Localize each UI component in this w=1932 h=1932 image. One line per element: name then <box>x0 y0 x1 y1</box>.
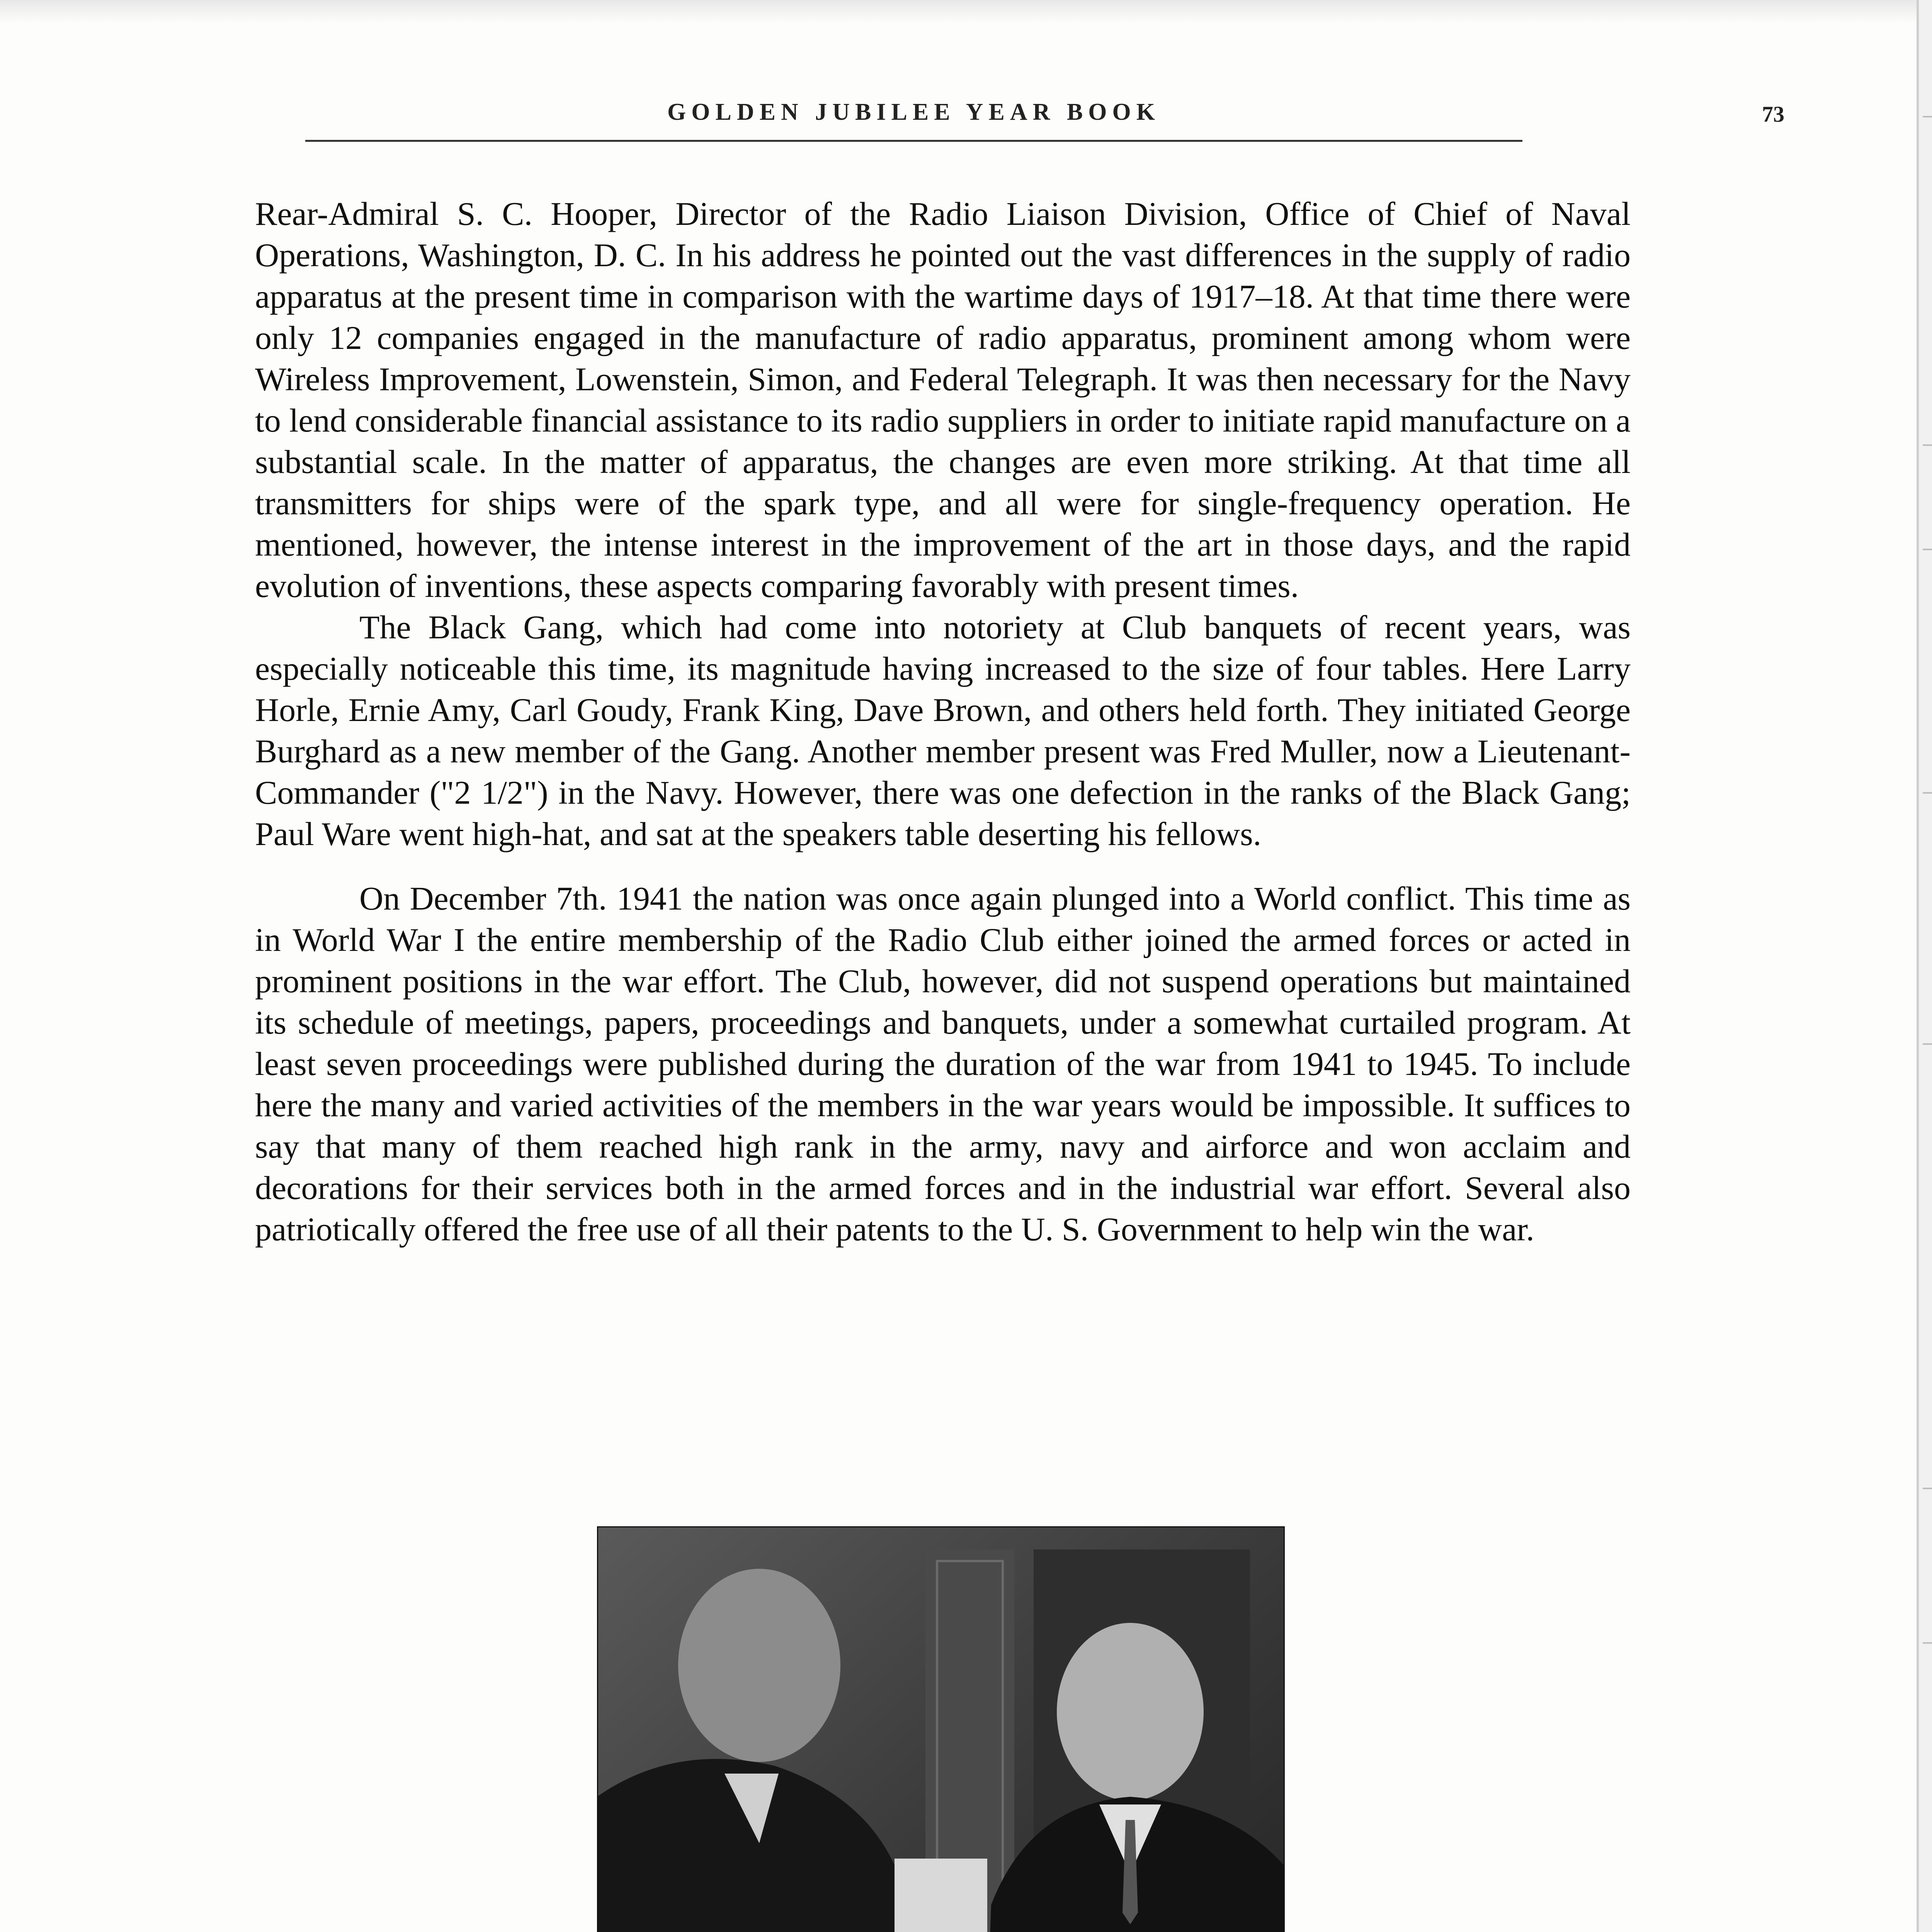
binding-margin <box>1917 0 1932 1932</box>
award-photo <box>597 1526 1285 1932</box>
body-text <box>255 193 1631 1250</box>
right-man-head <box>1057 1623 1204 1801</box>
paragraph: Rear-Admiral S. C. Hooper, Director of the Radio Liaison Division, Office of Chief of Naval Operations, Washington, D. C. In his address he pointed out the vast differences in the supply of radio apparatus at the present time in comparison with the wartime days of 1917–18. At that time there were only 12 companies engaged in the manufacture of radio apparatus, prominent among whom were Wireless Improvement, Lowenstein, Simon, and Federal Telegraph. It was then necessary for the Navy to lend considerable financial assistance to its radio suppliers in order to initiate rapid manufacture on a substantial scale. In the matter of apparatus, the changes are even more striking. At that time all transmitters for ships were of the spark type, and all were for single-frequency operation. He mentioned, however, the intense interest in the improvement of the art in those days, and the rapid evolution of inventions, these aspects comparing favorably with present times. <box>255 195 1631 604</box>
running-head: GOLDEN JUBILEE YEAR BOOK <box>667 99 1160 125</box>
margin-tick <box>1923 792 1932 794</box>
photograph <box>597 1526 1285 1932</box>
header-rule <box>305 140 1522 142</box>
margin-tick <box>1923 444 1932 446</box>
margin-tick <box>1923 549 1932 550</box>
page-number: 73 <box>1762 102 1784 127</box>
medal-box-lid <box>895 1859 987 1932</box>
margin-tick <box>1923 1642 1932 1644</box>
margin-tick <box>1923 1043 1932 1045</box>
paragraph: The Black Gang, which had come into notoriety at Club banquets of recent years, was especially noticeable this time, its magnitude having increased to the size of four tables. Here Larry Horle, Ernie Amy, Carl Goudy, Frank King, Dave Brown, and others held forth. They initiated George Burghard as a new member of the Gang. Another member present was Fred Muller, now a Lieutenant-Commander ("2 1/2") in the Navy. However, there was one defection in the ranks of the Black Gang; Paul Ware went high-hat, and sat at the speakers table deserting his fellows. <box>255 609 1631 852</box>
margin-tick <box>1923 1488 1932 1489</box>
paragraph: On December 7th. 1941 the nation was once again plunged into a World conflict. This time as in World War I the entire membership of the Radio Club either joined the armed forces or acted in prominent positions in the war effort. The Club, however, did not suspend operations but maintained its schedule of meetings, papers, proceedings and banquets, under a somewhat curtailed program. At least seven proceedings were published during the duration of the war from 1941 to 1945. To include here the many and varied activities of the members in the war years would be impossible. It suffices to say that many of them reached high rank in the army, navy and airforce and won acclaim and decorations for their services both in the armed forces and in the industrial war effort. Several also patriotically offered the free use of all their patents to the U. S. Government to help win the war. <box>255 880 1631 1248</box>
left-man-head <box>678 1569 840 1762</box>
page-top-edge <box>0 0 1932 23</box>
margin-tick <box>1923 116 1932 117</box>
